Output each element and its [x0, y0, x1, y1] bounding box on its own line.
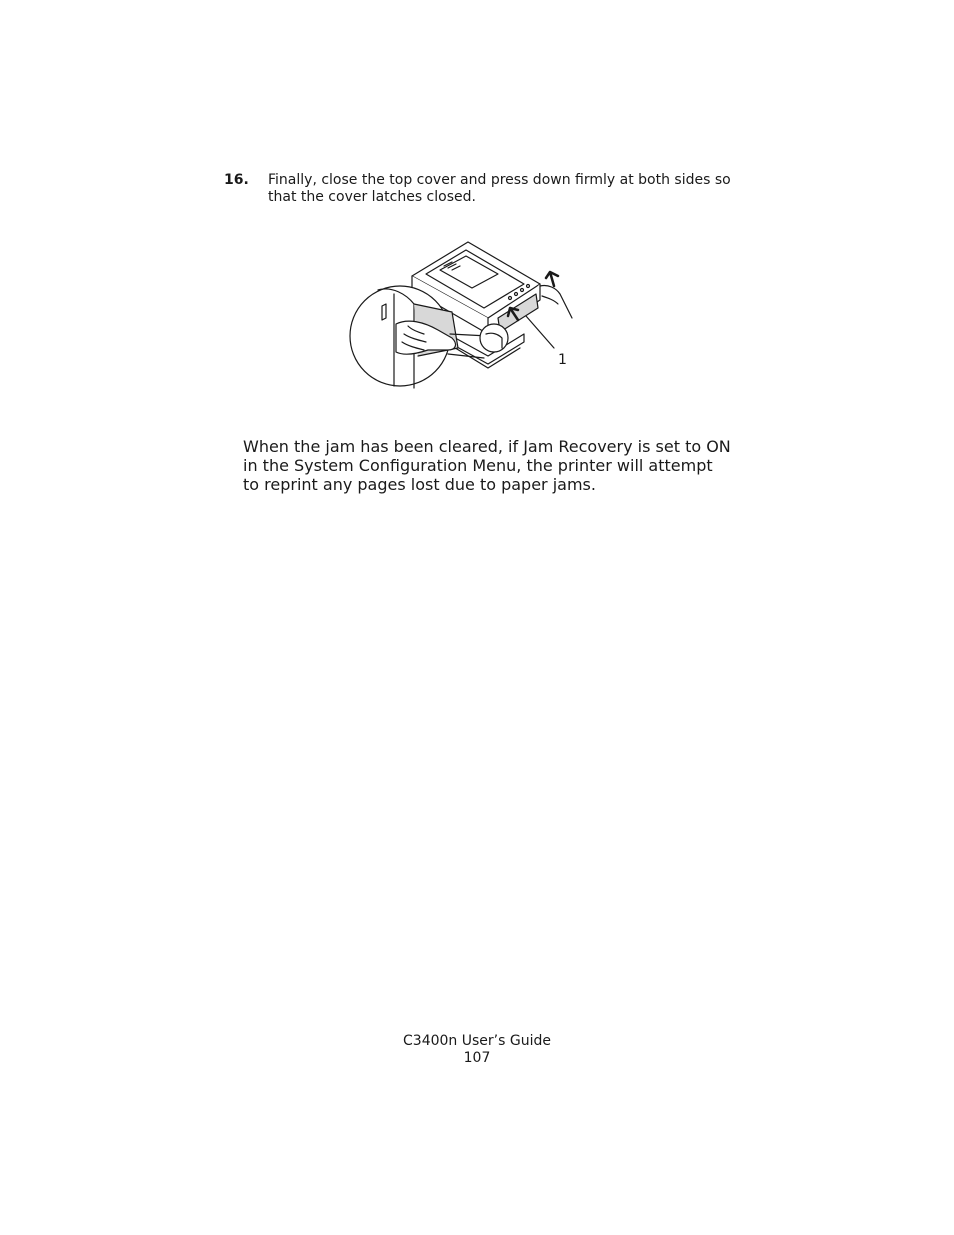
jam-recovery-paragraph: When the jam has been cleared, if Jam Recovery is set to ON in the System Configuration Menu, the printer will attempt to reprint any pages lost due to paper jams. [243, 437, 731, 494]
footer-guide-title: C3400n User’s Guide [403, 1033, 551, 1049]
printer-close-cover-illustration [348, 238, 578, 392]
step-number: 16. [224, 172, 249, 188]
step-instruction: Finally, close the top cover and press down firmly at both sides so that the cover latches closed. [268, 172, 731, 205]
printer-illustration [348, 238, 578, 392]
callout-label: 1 [558, 352, 567, 368]
footer-page-number: 107 [463, 1050, 491, 1066]
